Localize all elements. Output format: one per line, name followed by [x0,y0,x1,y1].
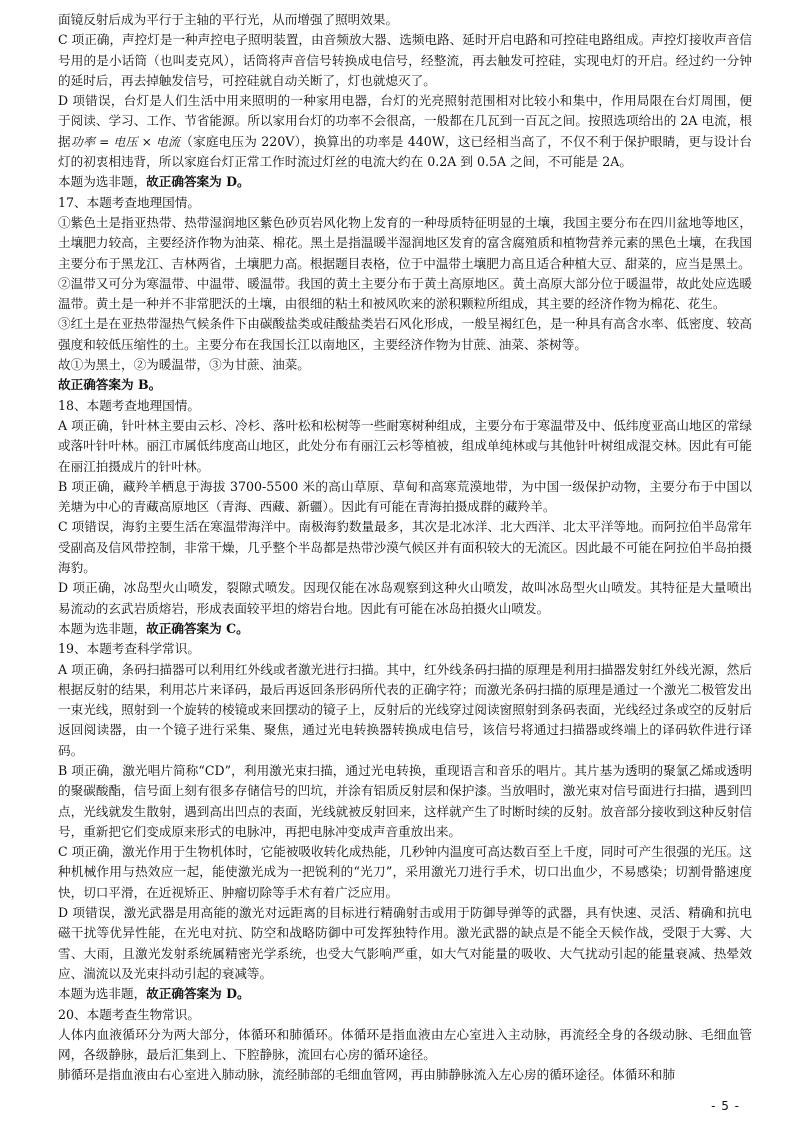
question-20-heading: 20、本题考查生物常识。 [58,1006,200,1022]
answer-16 [58,172,752,192]
question-17-heading: 17、本题考查地理国情。 [58,194,200,210]
paragraph-19-d: D 项错误，激光武器是用高能的激光对远距离的目标进行精确射击或用于防御导弹等的武器，具有快速、灵活、精确和抗电磁干扰等优异性能，在光电对抗、防空和战略防御中可发挥独特作用。激光武器的缺点是不能全天候作战，受限于大雾、大雪、大雨，且激光发射系统属精密光学系统，也受大气影响严重，如大气对能量的吸收、大气扰动引起的能量衰减、热晕效应、湍流以及光束抖动引起的衰减等。 [58,905,752,981]
paragraph-20-1: 人体内血液循环分为两大部分，体循环和肺循环。体循环是指血液由左心室进入主动脉，再流经全身的各级动脉、毛细血管网，各级静脉，最后汇集到上、下腔静脉，流回右心房的循环途径。 [58,1026,752,1063]
paragraph-17-3: ③红土是在亚热带湿热气候条件下由碳酸盐类或硅酸盐类岩石风化形成，一般呈褐红色，是一种具有高含水率、低密度、较高强度和较低压缩性的土。主要分布在我国长江以南地区，主要经济作物为甘蔗、油菜、茶树等。 [58,316,752,352]
question-19-heading: 19、本题考查科学常识。 [58,641,200,657]
paragraph-18-d: D 项正确，冰岛型火山喷发，裂隙式喷发。因现仅能在冰岛观察到这种火山喷发，故叫冰岛型火山喷发。其特征是大量喷出易流动的玄武岩质熔岩，形成表面较平坦的熔岩台地。因此有可能在冰岛拍摄火山喷发。 [58,580,752,616]
paragraph-20-2: 肺循环是指血液由右心室进入肺动脉，流经肺部的毛细血管网，再由肺静脉流入左心房的循环途径。体循环和肺 [58,1067,676,1083]
paragraph-16-d [58,91,752,172]
answer-18 [58,619,752,639]
paragraph-16-d-text-cont: （家庭电压为 220V），换算出的功率是 440W，这已经相当高了，不仅不利于保护眼睛，更与设计台灯的初衷相违背，所以家庭台灯正常工作时流过灯丝的电流大约在 0.2A 到 0.5A 之间，不可能是 2A。 [58,133,752,170]
paragraph-17-1: ①紫色土是指亚热带、热带湿润地区紫色砂页岩风化物上发育的一种母质特征明显的土壤，我国主要分布在四川盆地等地区，土壤肥力较高，主要经济作物为油菜、棉花。黑土是指温暖半湿润地区发育的富含腐殖质和植物营养元素的黑色土壤，在我国主要分布于黑龙江、吉林两省，土壤肥力高。根据题目表格，位于中温带土壤肥力高且适合种植大豆、甜菜的，应当是黑土。 [58,214,752,271]
answer-19-note: 本题为选非题， [58,986,147,1002]
paragraph-16-b-end: 面镜反射后成为平行于主轴的平行光，从而增强了照明效果。 [58,12,399,27]
answer-19 [58,984,752,1004]
paragraph-16-d-text: D 项错误，台灯是人们生活中用来照明的一种家用电器，台灯的光亮照射范围相对比较小和集中，作用局限在台灯周围，便于阅读、学习、工作、节省能源。所以家用台灯的功率不会很高，一般都在几瓦到一百瓦之间。按照选项给出的 2A 电流，根据 [58,93,752,149]
question-18-heading: 18、本题考查地理国情。 [58,397,200,413]
paragraph-17-2: ②温带又可分为寒温带、中温带、暖温带。我国的黄土主要分布于黄土高原地区。黄土高原大部分位于暖温带，故此处应选暖温带。黄土是一种并不非常肥沃的土壤，由很细的粘土和被风吹来的淤积颗粒所组成，其主要的经济作物为棉花、花生。 [58,275,752,312]
document-body [58,10,752,1086]
paragraph-16-c: C 项正确，声控灯是一种声控电子照明装置，由音频放大器、选频电路、延时开启电路和可控硅电路组成。声控灯接收声音信号用的是小话筒（也叫麦克风），话筒将声音信号转换成电信号，经整流，再去触发可控硅，实现电灯的开启。经过约一分钟的延时后，再去掉触发信号，可控硅就自动关断了，灯也就熄灭了。 [58,32,752,88]
page-number: - 5 - [711,1099,740,1113]
answer-16-result: 故正确答案为 D。 [146,174,250,190]
answer-19-result: 故正确答案为 D。 [146,986,250,1002]
answer-18-note: 本题为选非题， [58,620,147,636]
power-formula: 功率 = 电压 × 电流 [70,134,181,149]
paragraph-17-summary: 故①为黑土，②为暖温带，③为甘蔗、油菜。 [58,357,310,373]
paragraph-18-c: C 项错误，海豹主要生活在寒温带海洋中。南极海豹数量最多，其次是北冰洋、北大西洋、北太平洋等地。而阿拉伯半岛常年受副高及信风带控制，非常干燥，几乎整个半岛都是热带沙漠气候区并有面积较大的无流区。因此最不可能在阿拉伯半岛拍摄海豹。 [58,519,752,576]
paragraph-19-c: C 项正确，激光作用于生物机体时，它能被吸收转化成热能，几秒钟内温度可高达数百至上千度，同时可产生很强的光压。这种机械作用与热效应一起，能使激光成为一把锐利的“光刀”，采用激光刀进行手术，切口出血少，不易感染；切割骨骼速度快，切口平滑，在近视矫正、肿瘤切除等手术有着广泛应用。 [58,844,752,900]
paragraph-19-b: B 项正确，激光唱片简称“CD”，利用激光束扫描，通过光电转换，重现语言和音乐的唱片。其片基为透明的聚氯乙烯或透明的聚碳酸酯，信号面上刻有很多存储信号的凹坑，并涂有铝质反射层和保护漆。当放唱时，激光束对信号面进行扫描，遇到凹点，光线就发生散射，遇到高出凹点的表面，光线就被反射回来，这样就产生了时断时续的反射。放音部分接收到这种反射信号，重新把它们变成原来形式的电脉冲，再把电脉冲变成声音重放出来。 [58,762,752,839]
paragraph-19-a: A 项正确，条码扫描器可以利用红外线或者激光进行扫描。其中，红外线条码扫描的原理是利用扫描器发射红外线光源，然后根据反射的结果，利用芯片来译码，最后再返回条形码所代表的正确字符；而激光条码扫描的原理是通过一个激光二极管发出一束光线，照射到一个旋转的棱镜或来回摆动的镜子上，反射后的光线穿过阅读窗照射到条码表面，光线经过条或空的反射后返回阅读器，由一个镜子进行采集、聚焦，通过光电转换器转换成电信号，该信号将通过扫描器或终端上的译码软件进行译码。 [58,661,752,758]
paragraph-18-b: B 项正确，藏羚羊栖息于海拔 3700-5500 米的高山草原、草甸和高寒荒漠地带，为中国一级保护动物，主要分布于中国以羌塘为中心的青藏高原地区（青海、西藏、新疆）。因此有可能在青海拍摄成群的藏羚羊。 [58,478,752,515]
answer-17-result: 故正确答案为 B。 [58,377,162,393]
paragraph-18-a: A 项正确，针叶林主要由云杉、冷杉、落叶松和松树等一些耐寒树种组成，主要分布于寒温带及中、低纬度亚高山地区的常绿或落叶针叶林。丽江市属低纬度高山地区，此处分布有丽江云杉等植被，组成单纯林或与其他针叶树组成混交林。因此有可能在丽江拍摄成片的针叶林。 [58,417,752,474]
answer-18-result: 故正确答案为 C。 [146,620,249,636]
answer-16-note: 本题为选非题， [58,174,147,190]
